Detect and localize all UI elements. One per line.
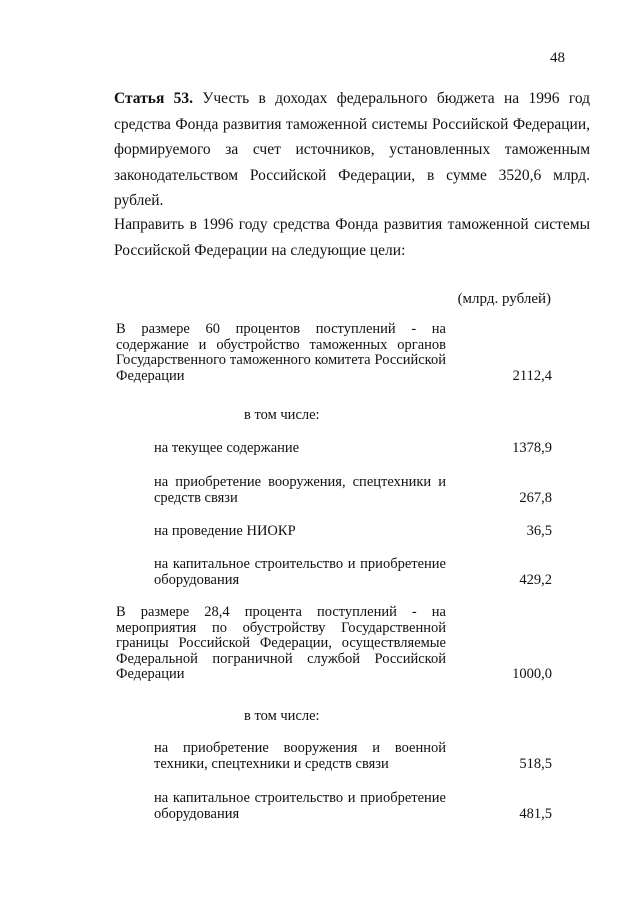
allocation-item-row [154,557,552,588]
allocation-item-row [154,475,552,506]
including-label: в том числе: [244,708,320,724]
directive-paragraph: Направить в 1996 году средства Фонда развития таможенной системы Российской Федерации на следующие цели: [114,216,590,259]
article-text: Учесть в доходах федерального бюджета на 1996 год средства Фонда развития таможенной системы Российской Федерации, формируемого за счет источников, установленных таможенным законодательством Российской Федерации, в сумме 3520,6 млрд. рублей. [114,90,591,209]
allocation-amount: 2112,4 [512,367,552,384]
including-label: в том числе: [244,407,320,423]
allocation-description: В размере 60 процентов поступлений - на содержание и обустройство таможенных органов Государственного таможенного комитета Российской Федерации [116,321,446,384]
allocation-item-row [154,441,552,457]
item-description: на проведение НИОКР [154,523,296,539]
allocation-item-row [154,791,552,822]
item-amount: 429,2 [519,571,552,588]
allocation-row [116,322,552,384]
page-number: 48 [550,50,565,66]
item-description: на приобретение вооружения, спецтехники и средств связи [154,474,446,506]
item-amount: 267,8 [519,489,552,506]
item-description: на текущее содержание [154,440,300,456]
allocation-row [116,605,552,683]
item-description: на капитальное строительство и приобретение оборудования [154,556,446,588]
unit-label: (млрд. рублей) [457,291,551,307]
article-label: Статья 53. [114,90,194,107]
item-amount: 518,5 [519,755,552,772]
allocation-amount: 1000,0 [512,666,552,682]
article-paragraph [76,86,590,214]
item-description: на капитальное строительство и приобретение оборудования [154,790,446,822]
allocation-item-row [154,524,552,540]
allocation-description: В размере 28,4 процента поступлений - на мероприятия по обустройству Государственной границы Российской Федерации, осуществляемые Федеральной пограничной службой Российской Федерации [116,604,446,682]
item-amount: 36,5 [526,523,552,539]
item-description: на приобретение вооружения и военной техники, спецтехники и средств связи [154,740,446,772]
item-amount: 1378,9 [512,440,552,456]
item-amount: 481,5 [519,805,552,822]
allocation-item-row [154,741,552,772]
